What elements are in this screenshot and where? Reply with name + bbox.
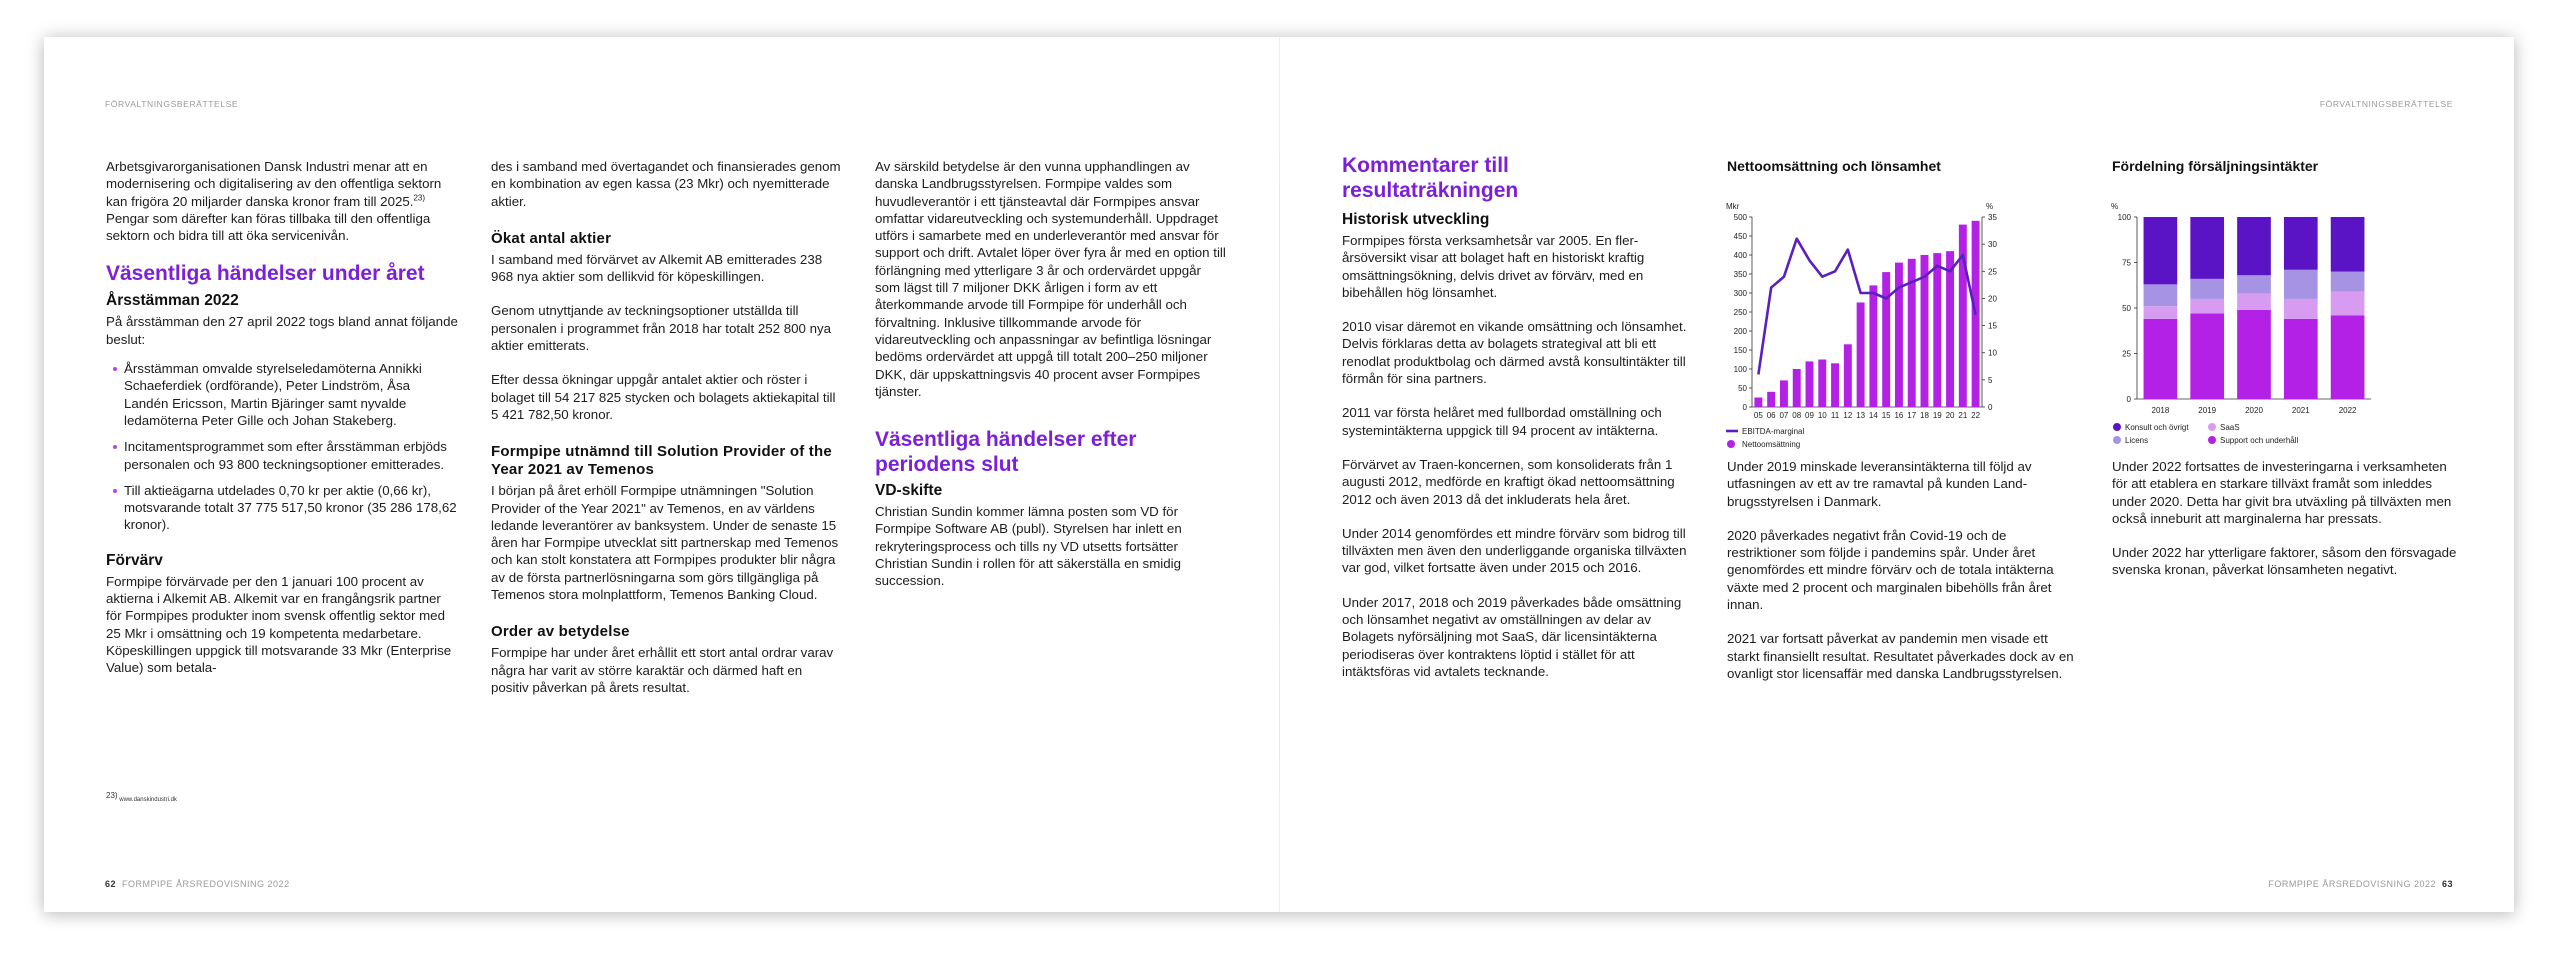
segment-2019 — [2190, 279, 2224, 299]
bar-14 — [1869, 285, 1877, 407]
right-tick-label: 30 — [1988, 240, 1997, 250]
paragraph: 2021 var fortsatt påverkat av pandemin men visade ett starkt finansiellt resultat. Resultatet påverkades dock av en ovanligt stor licensaffär med danska Landbrugsstyrelsen. — [1727, 631, 2074, 681]
segment-2022 — [2331, 217, 2365, 272]
bar-05 — [1754, 398, 1762, 408]
legend-label: Nettoomsättning — [1742, 440, 1801, 449]
x-tick-label: 2022 — [2338, 406, 2357, 415]
y-tick-label: 25 — [2122, 349, 2131, 359]
x-tick-label: 2019 — [2198, 406, 2217, 415]
right-tick-label: 5 — [1988, 375, 1993, 385]
paragraph: 2020 påverkades negativt från Covid-19 och de restriktioner som följde i pandemins spår. Under året genomfördes ett mindre förvärv och de totala intäkterna växte med 2 procent och marginalen bibehölls från året innan. — [1727, 527, 2054, 613]
segment-2020 — [2237, 217, 2271, 275]
left-tick-label: 450 — [1733, 232, 1747, 241]
bar-15 — [1882, 272, 1890, 407]
right-tick-label: 35 — [1988, 213, 1997, 222]
section-heading: Kommentarer till resultaträkningen — [1342, 154, 1519, 202]
paragraph: Under 2022 har ytterligare faktorer, såsom den försvagade svenska kronan, påverkat lönsamheten negativt. — [2112, 545, 2457, 578]
legend-swatch — [2113, 436, 2121, 444]
right-tick-label: 0 — [1988, 403, 1993, 412]
x-tick-label: 11 — [1830, 411, 1840, 420]
x-tick-label: 14 — [1868, 411, 1878, 420]
right-tick-label: 15 — [1988, 321, 1997, 331]
legend-label: Konsult och övrigt — [2125, 423, 2189, 432]
right-axis-unit: % — [1986, 202, 1994, 211]
intro-paragraph: Arbetsgivarorganisationen Dansk Industri menar att en modernisering och digitalisering av den offentliga sektorn kan frigöra 20 miljarder danska kronor fram till 2025.$^{23)}$ Pengar som därefter kan föras tillbaka till den offentliga sektorn och bidra till att öka servicenivån. — [106, 159, 442, 244]
segment-2018 — [2144, 319, 2178, 399]
paragraph: I början på året erhöll Formpipe utnämningen "Solution Provider of the Year 2021" av Temenos, en av världens ledande leverantörer av banksystem. Under de senaste 15 åren har Formpipe utvecklat sitt partnerskap med Temenos och kan stolt konstatera att Formpipes produkter blir några av de första partnerlösningarna som görs tillgängliga på Temenos stora molnplattform, Temenos Banking Cloud. — [491, 483, 839, 603]
paragraph: 2010 visar däremot en vikande omsättning och lönsamhet. Delvis förklaras detta av bolagets strategival att bli ett renodlat produktbolag och därmed avstå konsultintäkter till förmån för sina partners. — [1342, 319, 1687, 387]
x-tick-label: 15 — [1881, 411, 1891, 420]
segment-2019 — [2190, 313, 2224, 399]
legend-swatch — [2208, 423, 2216, 431]
segment-2022 — [2331, 315, 2365, 399]
right-tick-label: 25 — [1988, 267, 1997, 277]
left-tick-label: 350 — [1733, 270, 1747, 279]
paragraph: 2011 var första helåret med fullbordad omställning och systemintäkterna uppgick till 94 procent av intäkterna. — [1342, 405, 1662, 438]
bullet-item: Årsstämman omvalde styrelseledamöterna Annikki Schaeferdiek (ordförande), Peter Lindström, Åsa Landén Ericsson, Martin Bjäringer samt nyvalde ledamöterna Peter Gille och Johan Stakeberg. — [106, 360, 458, 429]
bar-19 — [1933, 253, 1941, 407]
segment-2018 — [2144, 217, 2178, 284]
bar-06 — [1767, 392, 1775, 407]
ebitda-margin-line — [1758, 239, 1975, 375]
legend-label: EBITDA-marginal — [1742, 427, 1805, 436]
left-axis-unit: Mkr — [1726, 202, 1740, 211]
x-tick-label: 18 — [1920, 411, 1929, 420]
left-tick-label: 400 — [1733, 251, 1747, 260]
subheading: Historisk utveckling — [1342, 211, 1490, 228]
paragraph: Under 2019 minskade leveransintäkterna till följd av utfasningen av ett av tre ramavtal på kunden Landbrugsstyrelsen i Danmark. — [1727, 459, 2032, 509]
subheading: Ökat antal aktier — [491, 229, 612, 247]
y-tick-label: 0 — [2126, 395, 2131, 404]
column-2 — [491, 158, 843, 713]
x-tick-label: 20 — [1945, 411, 1955, 420]
legend-bar-swatch — [1727, 440, 1735, 448]
x-tick-label: 06 — [1766, 411, 1776, 420]
paragraph: des i samband med övertagandet och finansierades genom en kombination av egen kassa (23 Mkr) och nyemitterade aktier. — [491, 159, 841, 209]
subheading: Order av betydelse — [491, 623, 630, 641]
x-tick-label: 16 — [1894, 411, 1904, 420]
x-tick-label: 12 — [1843, 411, 1853, 420]
column-5 — [1727, 458, 2079, 699]
bar-20 — [1946, 251, 1954, 407]
left-tick-label: 250 — [1733, 308, 1747, 317]
y-tick-label: 75 — [2122, 258, 2131, 268]
right-tick-label: 20 — [1988, 294, 1997, 304]
segment-2020 — [2237, 275, 2271, 293]
bar-13 — [1857, 303, 1865, 408]
x-tick-label: 10 — [1817, 411, 1827, 420]
x-tick-label: 2020 — [2245, 406, 2263, 415]
segment-2021 — [2284, 270, 2318, 299]
paragraph: Formpipes första verksamhetsår var 2005. En flerårsöversikt visar att bolaget haft en historiskt kraftig omsättningsökning, delvis drivet av förvärv, med en bibehållen hög lönsamhet. — [1342, 233, 1645, 300]
segment-2019 — [2190, 299, 2224, 314]
subheading: Förvärv — [106, 551, 163, 569]
chart-title: Fördelning försäljningsintäkter — [2112, 158, 2319, 174]
paragraph: På årsstämman den 27 april 2022 togs bland annat följande beslut: — [106, 314, 458, 347]
section-heading: Väsentliga händelser under året — [106, 262, 425, 286]
bullet-item: Till aktieägarna utdelades 0,70 kr per aktie (0,66 kr), motsvarande totalt 37 775 517,50 kronor (35 286 178,62 kronor). — [106, 482, 458, 534]
segment-2020 — [2237, 293, 2271, 309]
column-3 — [875, 158, 1227, 607]
segment-2022 — [2331, 272, 2365, 292]
segment-2021 — [2284, 319, 2318, 399]
x-tick-label: 08 — [1792, 411, 1802, 420]
left-tick-label: 200 — [1733, 327, 1747, 336]
bar-08 — [1793, 369, 1801, 407]
y-tick-label: 100 — [2117, 213, 2131, 222]
segment-2021 — [2284, 217, 2318, 270]
bullet-item: Incitamentsprogrammet som efter årsstämman erbjöds personalen och 93 800 teckningsoptioner emitterades. — [106, 438, 458, 473]
paragraph: Under 2017, 2018 och 2019 påverkades både omsättning och lönsamhet negativt av omställningen av delar av Bolagets nyförsäljning mot SaaS, där licensintäkterna periodiseras över kontraktens löptid i stället för att intäktsföras vid avtalets tecknande. — [1342, 594, 1682, 679]
column-1 — [106, 158, 458, 694]
bullet-list — [106, 360, 458, 534]
legend-label: Support och underhåll — [2220, 436, 2299, 445]
paragraph: I samband med förvärvet av Alkemit AB emitterades 238 968 nya aktier som dellikvid för köpeskillingen. — [491, 251, 823, 285]
axis-unit: % — [2111, 202, 2119, 211]
left-tick-label: 50 — [1738, 384, 1747, 393]
segment-2021 — [2284, 299, 2318, 319]
bar-07 — [1780, 380, 1788, 407]
paragraph: Under 2014 genomfördes ett mindre förvärv som bidrog till tillväxten men även den underliggande organiska tillväxten var god, vilket fortsatte även under 2015 och 2016. — [1342, 525, 1687, 576]
x-tick-label: 13 — [1856, 411, 1866, 420]
chart-title: Nettoomsättning och lönsamhet — [1727, 158, 1941, 174]
paragraph: Under 2022 fortsattes de investeringarna i verksamheten för att etablera en starkare tillväxt framåt som inleddes under 2020. Detta har givit bra utväxling på tillväxten men också inneburit att marginalerna har pressats. — [2112, 459, 2452, 526]
left-tick-label: 300 — [1733, 289, 1747, 298]
paragraph: Formpipe förvärvade per den 1 januari 100 procent av aktierna i Alkemit AB. Alkemit var en frangångsrik partner för Formpipes produkter inom svensk offentlig sektor med 25 Mkr i omsättning och 19 kompetenta medarbetare. Köpeskillingen uppgick till motsvarande 33 Mkr (Enterprise Value) som betala- — [106, 573, 452, 676]
bar-11 — [1831, 363, 1839, 407]
paragraph: Formpipe har under året erhållit ett stort antal ordrar varav några har varit av större karaktär och därmed haft en positiv påverkan på årets resultat. — [491, 645, 834, 695]
bar-21 — [1959, 225, 1967, 407]
legend-label: SaaS — [2220, 423, 2240, 432]
column-4 — [1342, 153, 1694, 697]
left-tick-label: 500 — [1733, 213, 1747, 222]
x-tick-label: 17 — [1907, 411, 1917, 420]
revenue-margin-chart — [1724, 187, 2054, 452]
x-tick-label: 2018 — [2151, 406, 2170, 415]
revenue-distribution-chart — [2109, 187, 2439, 452]
subheading: Formpipe utnämnd till Solution Provider of the Year 2021 av Temenos — [491, 443, 832, 479]
segment-2018 — [2144, 306, 2178, 319]
segment-2022 — [2331, 292, 2365, 316]
x-tick-label: 22 — [1971, 411, 1981, 420]
left-tick-label: 150 — [1733, 346, 1747, 355]
left-tick-label: 100 — [1733, 365, 1747, 374]
legend-label: Licens — [2125, 436, 2149, 445]
segment-2018 — [2144, 284, 2178, 306]
document-spread — [44, 37, 2514, 912]
y-tick-label: 50 — [2122, 304, 2131, 313]
column-6 — [2112, 458, 2464, 596]
right-tick-label: 10 — [1988, 348, 1997, 358]
running-header-left: FÖRVALTNINGSBERÄTTELSE — [105, 99, 239, 109]
folio-right: FORMPIPE ÅRSREDOVISNING 2022 63 — [2268, 879, 2453, 889]
paragraph: Christian Sundin kommer lämna posten som VD för Formpipe Software AB (publ). Styrelsen har inlett en rekryteringsprocess och tills ny VD utsetts fortsätter Christian Sundin i rollen för att säkerställa en smidig succession. — [875, 504, 1182, 589]
x-tick-label: 05 — [1753, 411, 1763, 420]
bar-09 — [1806, 361, 1814, 407]
paragraph: Av särskild betydelse är den vunna upphandlingen av danska Landbrugsstyrelsen. Formpipe valdes som huvudleverantör i ett tjänsteavtal där Formpipes ansvar omfattar vidareutveckling och systemunderhåll. Uppdraget utförs i samarbete med en underleverantör med ansvar för support och drift. Avtalet löper över fyra år med en option till förlängning med ytterligare 3 år och ordervärdet uppgår som lägst till 7 miljoner DKK årligen i form av ett återkommande arvode till Formpipe för underhåll och förvaltning. Inklusive tillkommande arvode för vidareutveckling och anpassningar av befintliga lösningar bedöms ordervärdet att uppgå till totalt 200–250 miljoner DKK, där uppskattningsvis 40 procent avser Formpipes tjänster. — [875, 159, 1226, 399]
section-heading: Väsentliga händelser efter periodens slut — [875, 428, 1137, 477]
subheading: VD-skifte — [875, 482, 943, 500]
folio-left: 62 FORMPIPE ÅRSREDOVISNING 2022 — [105, 879, 290, 889]
x-tick-label: 2021 — [2291, 406, 2310, 415]
bar-16 — [1895, 263, 1903, 407]
legend-swatch — [2113, 423, 2121, 431]
paragraph: Förvärvet av Traen-koncernen, som konsoliderats från 1 augusti 2012, medförde en kraftigt ökad nettoomsättning 2012 och även 2013 då det inkluderats hela året. — [1342, 456, 1675, 507]
subheading: Årsstämman 2022 — [106, 292, 239, 310]
paragraph: Genom utnyttjande av teckningsoptioner utställda till personalen i programmet från 2018 har totalt 252 800 nya aktier emitterats. — [491, 303, 832, 354]
paragraph: Efter dessa ökningar uppgår antalet aktier och röster i bolaget till 54 217 825 stycken och bolagets aktiekapital till 5 421 782,50 kronor. — [491, 372, 836, 422]
x-tick-label: 07 — [1779, 411, 1789, 420]
segment-2020 — [2237, 310, 2271, 399]
footnote-ref: 23) — [413, 193, 426, 203]
page-gutter — [1279, 37, 1280, 912]
left-tick-label: 0 — [1742, 403, 1747, 412]
segment-2019 — [2190, 217, 2224, 279]
bar-10 — [1818, 360, 1826, 408]
x-tick-label: 09 — [1805, 411, 1814, 420]
bar-12 — [1844, 344, 1852, 407]
footnote: $^{23)}$ www.danskindustri.dk — [106, 791, 177, 803]
x-tick-label: 19 — [1932, 411, 1942, 420]
running-header-right: FÖRVALTNINGSBERÄTTELSE — [2319, 99, 2453, 109]
legend-swatch — [2208, 436, 2216, 444]
x-tick-label: 21 — [1958, 411, 1968, 420]
